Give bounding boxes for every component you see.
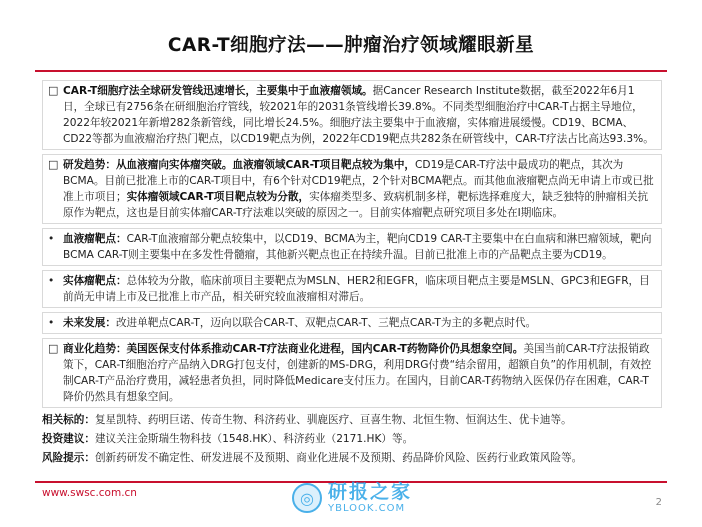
top-divider (35, 70, 667, 72)
section-car-t-pipeline (42, 80, 662, 150)
risk-text: 创新药研发不确定性、研发进展不及预期、商业化进展不及预期、药品降价风险、医药行业政策风险等。 (94, 452, 583, 464)
section-rd-trend (42, 154, 662, 224)
bullet-text: 总体较为分散，临床前项目主要靶点为MSLN、HER2和EGFR，临床项目靶点主要是MSLN、GPC3和EGFR，目前尚无申请上市及已批准上市产品，相关研究较血液瘤相对滞后。 (63, 275, 650, 303)
advice-text: 建议关注金斯瑞生物科技（1548.HK）、科济药业（2171.HK）等。 (94, 433, 414, 445)
bullet-solid-tumor-targets (42, 270, 662, 308)
investment-advice (42, 431, 662, 447)
bullet-heading: 血液瘤靶点： (63, 233, 127, 245)
section-text: 据Cancer Research Institute数据，截至2022年6月1日，全球已有2756条在研细胞治疗管线，较2021年的2031条管线增长39.8%。不同类型细胞治疗中CAR-T占据主导地位，2022年较2021年新增282条新管线，同比增长24.5%。细胞疗法主要集中于血液瘤，实体瘤进展缓慢。CD19、BCMA、CD22等都为血液瘤治疗热门靶点，以CD19靶点为例，2022年CD19靶点共282条在研管线中，CAR-T疗法占比高达93.3%。 (63, 85, 654, 145)
checkbox-bullet-icon: □ (48, 342, 59, 355)
main-content (42, 80, 662, 469)
watermark-logo-icon: ◎ (292, 483, 322, 513)
related-label: 相关标的： (42, 414, 95, 426)
section-text: 美国当前CAR-T疗法报销政策下，CAR-T细胞治疗产品纳入DRG打包支付，创建新的MS-DRG，利用DRG付费“结余留用，超额自负”的作用机制，有效控制CAR-T产品治疗费用，减轻患者负担，同时降低Medicare支付压力。在国内，目前CAR-T药物纳入医保仍存在困难，CAR-T降价仍然具有想象空间。 (63, 343, 652, 403)
bullet-heading: 未来发展： (63, 317, 116, 329)
section-text-2: 实体瘤类型多、致病机制多样，靶标选择难度大，缺乏独特的肿瘤相关抗原作为靶点，这也是目前实体瘤CAR-T疗法难以突破的原因之一。目前实体瘤靶点研究项目多处在I期临床。 (63, 191, 649, 219)
page-title: CAR-T细胞疗法——肿瘤治疗领域耀眼新星 (167, 35, 535, 56)
risk-label: 风险提示： (42, 452, 95, 464)
section-heading: 研发趋势：从血液瘤向实体瘤突破。血液瘤领域CAR-T项目靶点较为集中， (63, 159, 416, 171)
title-bar (35, 26, 667, 62)
bullet-heading: 实体瘤靶点： (63, 275, 127, 287)
watermark-en: YBLOOK.COM (328, 503, 406, 514)
section-subheading: 实体瘤领域CAR-T项目靶点较为分散， (126, 191, 310, 203)
section-commercialization (42, 338, 662, 408)
bullet-text: 改进单靶点CAR-T，迈向以联合CAR-T、双靶点CAR-T、三靶点CAR-T为主的多靶点时代。 (115, 317, 537, 329)
footer-website-link[interactable]: www.swsc.com.cn (42, 487, 137, 499)
page-number: 2 (655, 497, 662, 508)
dot-bullet-icon: • (48, 233, 55, 245)
risk-warning (42, 450, 662, 466)
bullet-text: CAR-T血液瘤部分靶点较集中，以CD19、BCMA为主，靶向CD19 CAR-T主要集中在白血病和淋巴瘤领域，靶向BCMA CAR-T则主要集中在多发性骨髓瘤，其他新兴靶点也正在持续升温。目前已批准上市的产品靶点主要为CD19。 (63, 233, 652, 261)
bullet-blood-tumor-targets (42, 228, 662, 266)
bullet-future-development (42, 312, 662, 334)
watermark-cn: 研报之家 (328, 481, 413, 503)
related-text: 复星凯特、药明巨诺、传奇生物、科济药业、驯鹿医疗、亘喜生物、北恒生物、恒润达生、优卡迪等。 (94, 414, 572, 426)
checkbox-bullet-icon: □ (48, 158, 59, 171)
related-targets (42, 412, 662, 428)
advice-label: 投资建议： (42, 433, 95, 445)
dot-bullet-icon: • (48, 317, 55, 329)
watermark-text (328, 481, 412, 515)
section-text: CD19是CAR-T疗法中最成功的靶点，其次为BCMA。目前已批准上市的CAR-T项目中，有6个针对CD19靶点，2个针对BCMA靶点。而其他血液瘤靶点尚无申请上市或已批准上市项目； (63, 159, 654, 203)
checkbox-bullet-icon: □ (48, 84, 59, 97)
dot-bullet-icon: • (48, 275, 55, 287)
section-heading: CAR-T细胞疗法全球研发管线迅速增长，主要集中于血液瘤领域。 (63, 85, 373, 97)
section-heading: 商业化趋势：美国医保支付体系推动CAR-T疗法商业化进程，国内CAR-T药物降价仍具想象空间。 (63, 343, 524, 355)
watermark (292, 472, 412, 524)
